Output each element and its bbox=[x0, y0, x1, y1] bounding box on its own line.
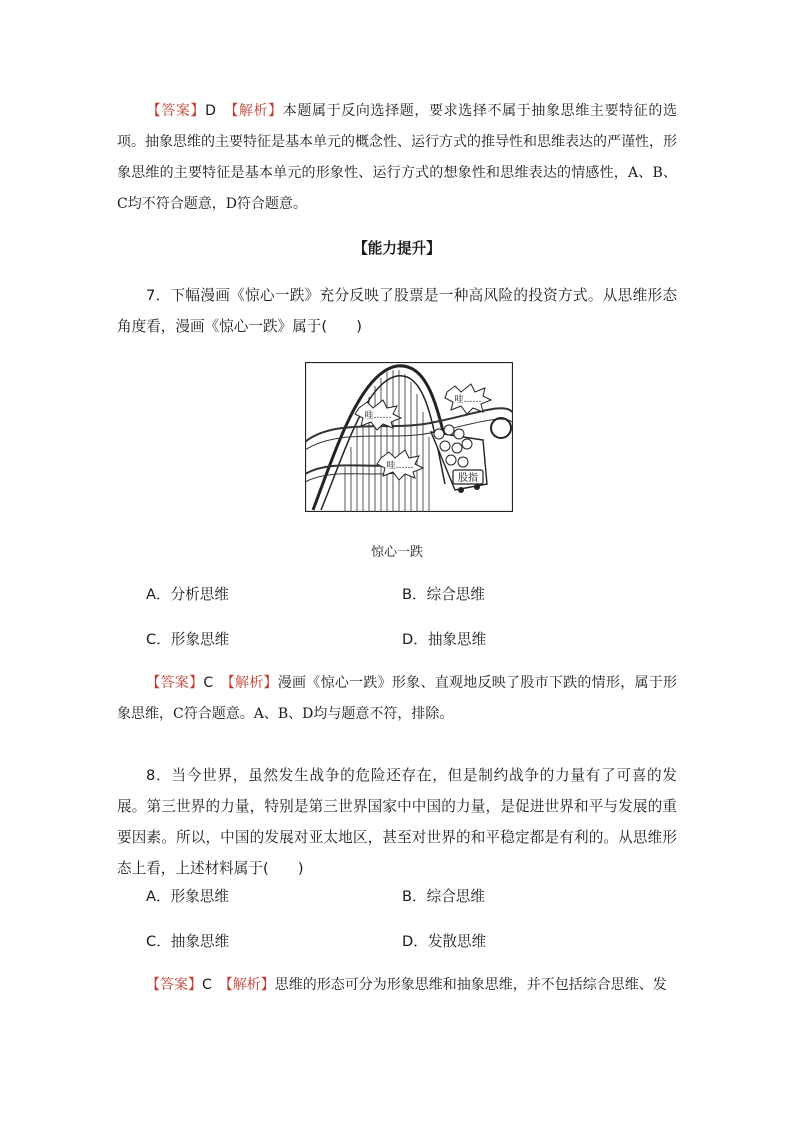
bubble-text-1: 哇…… bbox=[454, 395, 482, 405]
answer-tag: 【答案】 bbox=[146, 977, 202, 993]
answer-letter: D bbox=[205, 103, 216, 119]
cartoon-figure bbox=[305, 362, 513, 512]
rollercoaster-illustration bbox=[305, 362, 513, 512]
q7-answer-block bbox=[117, 668, 677, 730]
q7-option-b: B．综合思维 bbox=[402, 586, 485, 603]
bubble-text-3: 哇…… bbox=[386, 461, 414, 471]
q7-option-c: C．形象思维 bbox=[146, 631, 230, 648]
figure-caption: 惊心一跌 bbox=[370, 545, 423, 560]
car-label: 股指 bbox=[458, 473, 478, 484]
q8-option-d: D．发散思维 bbox=[402, 933, 487, 950]
section-title: 【能力提升】 bbox=[353, 240, 441, 257]
q8-stem-text: 8．当今世界，虽然发生战争的危险还存在，但是制约战争的力量有了可喜的发展。第三世界的力量，特别是第三世界国家中中国的力量，是促进世界和平与发展的重要因素。所以，中国的发展对亚太地区，甚至对世界的和平稳定都是有利的。从思维形态上看，上述材料属于( ) bbox=[117, 767, 677, 877]
analysis-text: 思维的形态可分为形象思维和抽象思维，并不包括综合思维、发 bbox=[274, 977, 667, 993]
q7-option-d: D．抽象思维 bbox=[402, 631, 487, 648]
q6-answer-block bbox=[117, 96, 677, 220]
q7-stem-text: 7．下幅漫画《惊心一跌》充分反映了股票是一种高风险的投资方式。从思维形态角度看，漫画《惊心一跌》属于( ) bbox=[117, 287, 677, 335]
answer-letter: C bbox=[202, 977, 212, 993]
q8-answer-block bbox=[117, 970, 677, 1001]
answer-tag: 【答案】 bbox=[146, 675, 204, 691]
analysis-text: 本题属于反向选择题，要求选择不属于抽象思维主要特征的选项。抽象思维的主要特征是基本单元的概念性、运行方式的推导性和思维表达的严谨性，形象思维的主要特征是基本单元的形象性、运行方式的想象性和思维表达的情感性，A、B、C均不符合题意，D符合题意。 bbox=[117, 103, 678, 212]
q8-option-c: C．抽象思维 bbox=[146, 933, 230, 950]
bubble-text-2: 哇…… bbox=[364, 411, 392, 421]
analysis-tag: 【解析】 bbox=[225, 977, 275, 993]
analysis-tag: 【解析】 bbox=[231, 103, 283, 119]
q7-stem bbox=[117, 280, 677, 342]
q8-option-a: A．形象思维 bbox=[146, 888, 229, 905]
q8-stem bbox=[117, 760, 677, 884]
q7-option-a: A．分析思维 bbox=[146, 586, 229, 603]
q8-option-b: B．综合思维 bbox=[402, 888, 485, 905]
analysis-tag: 【解析】 bbox=[227, 675, 278, 691]
answer-tag: 【答案】 bbox=[146, 103, 206, 119]
analysis-text: 漫画《惊心一跌》形象、直观地反映了股市下跌的情形，属于形象思维，C符合题意。A、B、D均与题意不符，排除。 bbox=[117, 675, 678, 722]
answer-letter: C bbox=[203, 675, 214, 691]
